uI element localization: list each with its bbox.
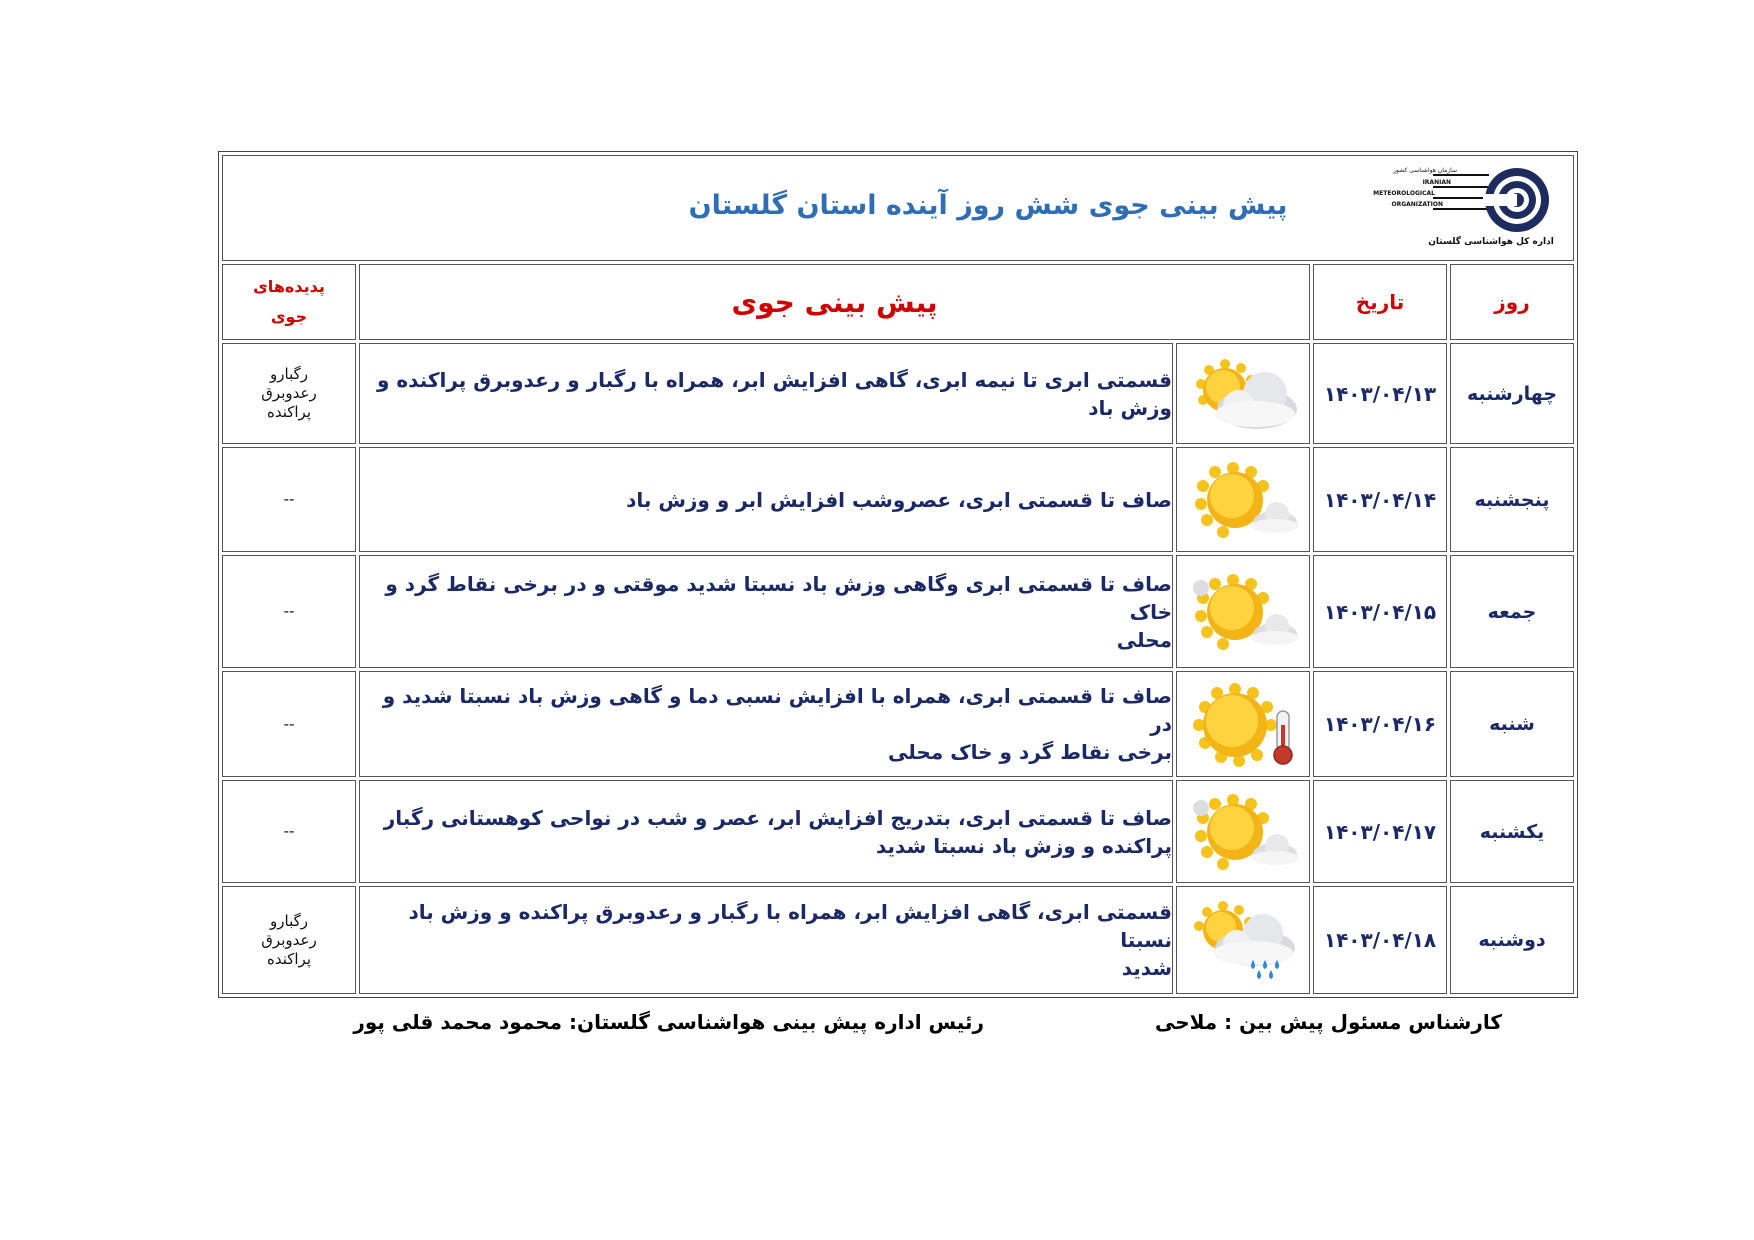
forecast-row [222, 447, 1574, 552]
department-head-signature: رئیس اداره پیش بینی هواشناسی گلستان: محمود محمد قلی پور [353, 1010, 984, 1034]
sun-cloud-rain-icon [1183, 898, 1303, 982]
mostly-sunny-icon [1183, 792, 1303, 872]
phenomena-cell [222, 555, 356, 668]
date-cell: ۱۴۰۳/۰۴/۱۵ [1313, 555, 1447, 668]
phenomena-line: رگبارو [270, 365, 308, 383]
phenomena-line: رگبارو [270, 911, 308, 930]
day-cell: جمعه [1450, 555, 1574, 668]
weather-icon-cell [1176, 555, 1310, 668]
date-cell: ۱۴۰۳/۰۴/۱۳ [1313, 343, 1447, 444]
description-line: برخی نقاط گرد و خاک محلی [888, 740, 1172, 764]
svg-text:ORGANIZATION: ORGANIZATION [1391, 201, 1443, 208]
weather-icon-cell [1176, 780, 1310, 883]
mostly-sunny-icon [1183, 572, 1303, 652]
description-cell [359, 555, 1173, 668]
forecast-row [222, 671, 1574, 777]
weather-icon-cell [1176, 447, 1310, 552]
column-header-date: تاریخ [1313, 264, 1447, 340]
description-cell [359, 886, 1173, 994]
phenomena-line: پراکنده [266, 403, 312, 421]
description-line: وزش باد [1088, 395, 1172, 420]
phenomena-line: رعدوبرق [261, 384, 317, 402]
description-cell [359, 780, 1173, 883]
weather-icon-cell [1176, 671, 1310, 777]
day-cell: پنجشنبه [1450, 447, 1574, 552]
description-line: قسمتی ابری تا نیمه ابری، گاهی افزایش ابر، همراه با رگبار و رعدوبرق پراکنده و [376, 367, 1172, 392]
description-line: صاف تا قسمتی ابری، همراه با افزایش نسبی دما و گاهی وزش باد نسبتا شدید و در [382, 684, 1172, 736]
phenomena-cell [222, 886, 356, 994]
weather-icon-cell [1176, 343, 1310, 444]
description-line: شدید [1121, 956, 1172, 980]
logo-caption: اداره کل هواشناسی گلستان [1428, 237, 1554, 247]
phenomena-line: -- [283, 490, 295, 508]
forecaster-signature: کارشناس مسئول پیش بین : ملاحی [1154, 1010, 1502, 1034]
date-cell: ۱۴۰۳/۰۴/۱۸ [1313, 886, 1447, 994]
day-cell: شنبه [1450, 671, 1574, 777]
forecast-row [222, 555, 1574, 668]
column-header-phenomena-line: جوی [270, 307, 308, 326]
svg-text:IRANIAN: IRANIAN [1422, 179, 1451, 186]
description-line: پراکنده و وزش باد نسبتا شدید [875, 833, 1172, 858]
phenomena-cell [222, 671, 356, 777]
forecast-row [222, 343, 1574, 444]
svg-text:سازمان هواشناسی کشور: سازمان هواشناسی کشور [1393, 167, 1457, 174]
phenomena-line: -- [283, 822, 295, 840]
signatures [218, 1010, 1564, 1050]
phenomena-cell [222, 447, 356, 552]
date-cell: ۱۴۰۳/۰۴/۱۷ [1313, 780, 1447, 883]
column-header-forecast: پیش بینی جوی [359, 264, 1310, 340]
description-cell [359, 343, 1173, 444]
description-cell [359, 671, 1173, 777]
date-cell: ۱۴۰۳/۰۴/۱۴ [1313, 447, 1447, 552]
phenomena-line: پراکنده [266, 949, 312, 968]
forecast-row [222, 780, 1574, 883]
forecast-table [218, 151, 1578, 998]
phenomena-line: -- [283, 714, 295, 733]
description-line: صاف تا قسمتی ابری وگاهی وزش باد نسبتا شدید موقتی و در برخی نقاط گرد و خاک [385, 571, 1172, 624]
description-line: صاف تا قسمتی ابری، بتدریج افزایش ابر، عصر و شب در نواحی کوهستانی رگبار [383, 805, 1172, 830]
phenomena-line: رعدوبرق [261, 930, 317, 949]
forecast-row [222, 886, 1574, 994]
column-header-day: روز [1450, 264, 1574, 340]
forecast-sheet [218, 151, 1564, 998]
description-line: محلی [1116, 627, 1172, 652]
phenomena-line: -- [283, 602, 295, 620]
description-line: صاف تا قسمتی ابری، عصروشب افزایش ابر و وزش باد [626, 487, 1172, 512]
svg-text:METEOROLOGICAL: METEOROLOGICAL [1373, 190, 1435, 197]
description-cell [359, 447, 1173, 552]
header-cell [222, 155, 1574, 261]
date-cell: ۱۴۰۳/۰۴/۱۶ [1313, 671, 1447, 777]
day-cell: دوشنبه [1450, 886, 1574, 994]
column-header-phenomena [222, 264, 356, 340]
weather-icon-cell [1176, 886, 1310, 994]
partly-cloudy-icon [1183, 354, 1303, 434]
day-cell: چهارشنبه [1450, 343, 1574, 444]
phenomena-cell [222, 343, 356, 444]
column-header-phenomena-line: پدیده‌های [253, 277, 325, 296]
day-cell: یکشنبه [1450, 780, 1574, 883]
mostly-sunny-icon [1183, 460, 1303, 540]
description-line: قسمتی ابری، گاهی افزایش ابر، همراه با رگبار و رعدوبرق پراکنده و وزش باد نسبتا [408, 900, 1172, 952]
phenomena-cell [222, 780, 356, 883]
sunny-hot-icon [1183, 681, 1303, 767]
page-title: پیش بینی جوی شش روز آینده استان گلستان [688, 190, 1288, 221]
